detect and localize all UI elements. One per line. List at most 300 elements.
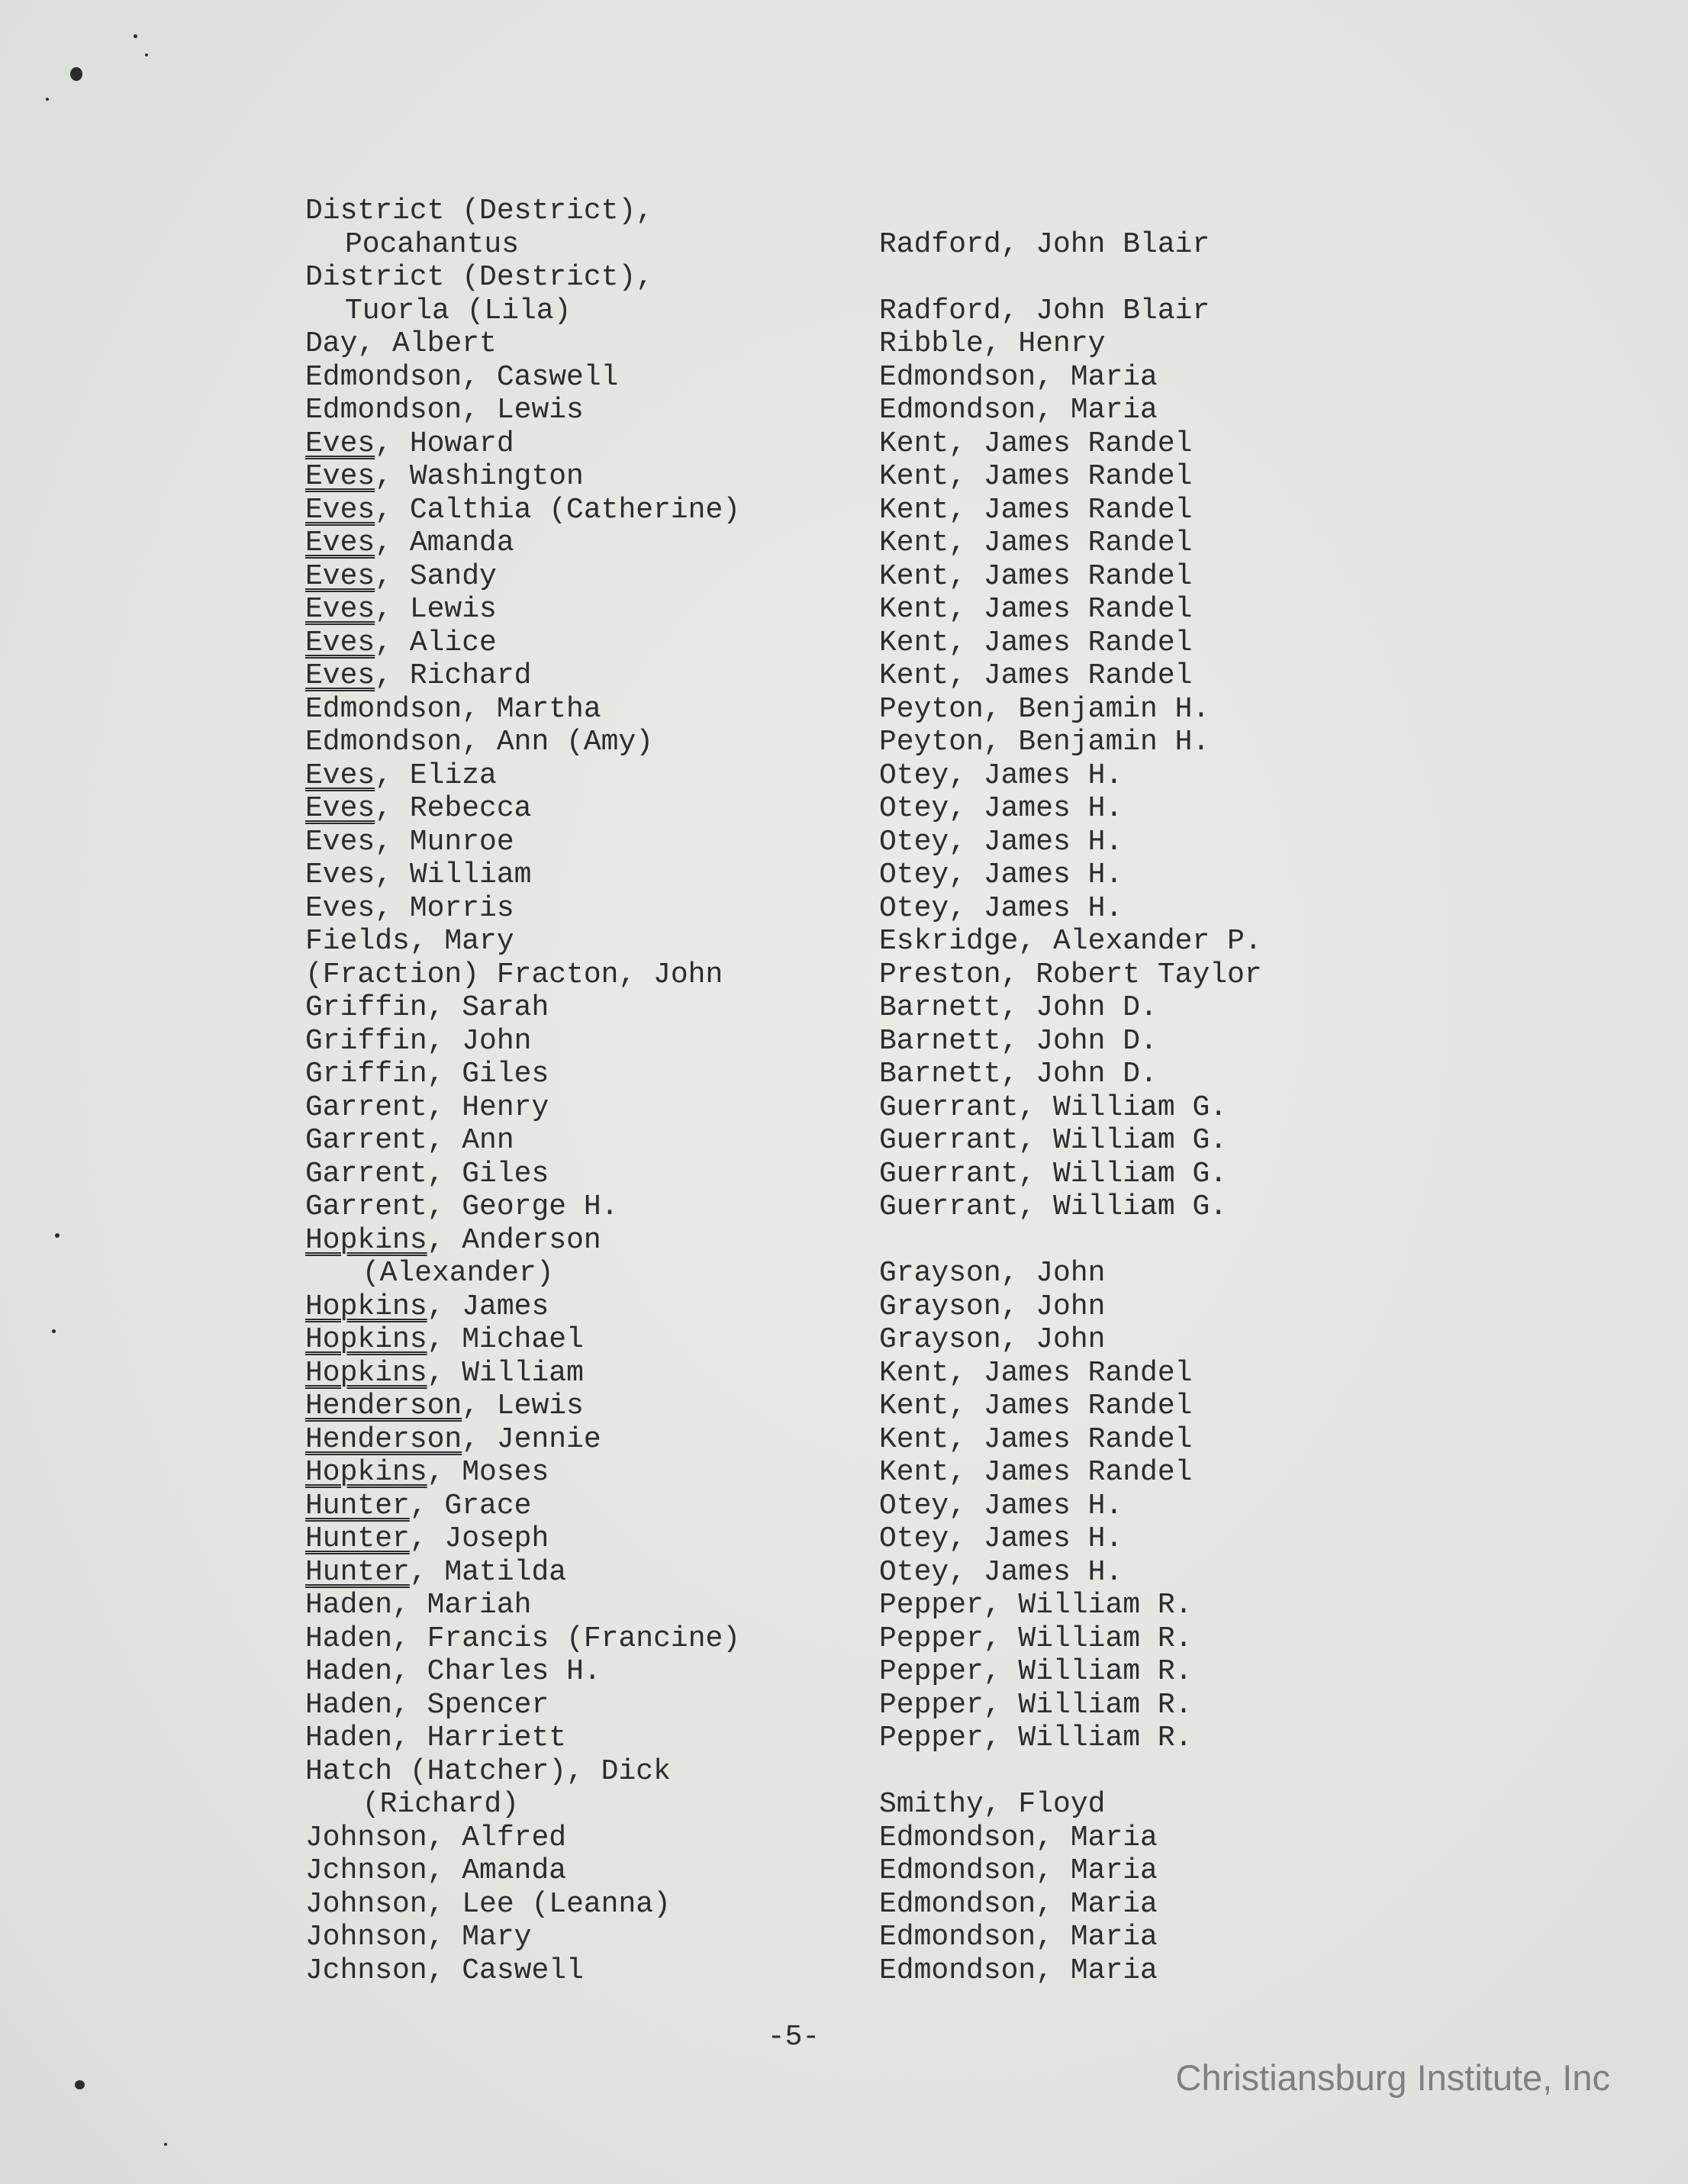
entry-surname: Haden bbox=[305, 1589, 393, 1622]
list-item bbox=[305, 826, 1389, 859]
entry-given-name: , Caswell bbox=[462, 360, 619, 394]
entry-name-line bbox=[305, 1290, 549, 1323]
entry-surname: Haden bbox=[305, 1655, 393, 1688]
list-item bbox=[305, 1190, 1389, 1224]
entry-given-name: , Dick bbox=[566, 1754, 671, 1788]
paper-speck bbox=[52, 1329, 56, 1333]
entry-owner: Edmondson, Maria bbox=[879, 1921, 1158, 1954]
entry-name bbox=[305, 1589, 531, 1622]
watermark: Christiansburg Institute, Inc bbox=[1175, 2057, 1610, 2098]
list-item bbox=[305, 1058, 1389, 1091]
entry-given-name: , Spencer bbox=[392, 1688, 549, 1722]
list-item bbox=[305, 1390, 1389, 1423]
entry-name-line bbox=[305, 460, 584, 493]
entry-given-name: , Amanda bbox=[427, 1854, 567, 1887]
entry-surname: Eves bbox=[305, 460, 375, 493]
entry-surname: Hopkins bbox=[305, 1356, 427, 1390]
entry-surname: Griffin bbox=[305, 1058, 427, 1090]
entry-name-line bbox=[305, 627, 497, 659]
entry-name bbox=[305, 1091, 549, 1125]
entry-name bbox=[305, 958, 723, 992]
entry-given-name: , Albert bbox=[357, 327, 497, 360]
entry-owner: Edmondson, Maria bbox=[879, 360, 1158, 394]
entry-owner: Preston, Robert Taylor bbox=[879, 958, 1262, 991]
entry-given-name: , Amanda bbox=[375, 527, 514, 559]
entry-name-line: District (Destrict), bbox=[305, 195, 654, 227]
entry-name bbox=[305, 361, 618, 395]
entry-name bbox=[305, 826, 514, 859]
entry-surname: Edmondson bbox=[305, 394, 462, 427]
entry-owner: Kent, James Randel bbox=[879, 493, 1193, 527]
list-item bbox=[305, 1622, 1389, 1656]
list-item bbox=[305, 991, 1389, 1025]
entry-surname: Johnson bbox=[305, 1887, 427, 1921]
entry-name-line bbox=[305, 792, 531, 825]
entry-given-name: , Alfred bbox=[427, 1821, 567, 1854]
entry-owner: Kent, James Randel bbox=[879, 626, 1193, 659]
entry-name-line bbox=[305, 1921, 531, 1954]
entry-name bbox=[305, 1290, 549, 1324]
entry-name bbox=[305, 593, 497, 627]
entry-surname: Hopkins bbox=[305, 1223, 427, 1257]
entry-surname: Garrent bbox=[305, 1157, 427, 1190]
list-item bbox=[305, 593, 1389, 627]
entry-surname: Henderson bbox=[305, 1390, 462, 1422]
entry-name bbox=[305, 1622, 740, 1656]
entry-owner: Otey, James H. bbox=[879, 759, 1123, 792]
entry-surname: (Fraction) Fracton bbox=[305, 958, 619, 991]
list-item bbox=[305, 1921, 1389, 1954]
entry-owner: Kent, James Randel bbox=[879, 527, 1193, 559]
entry-given-name: , Ann (Amy) bbox=[462, 726, 654, 759]
entry-owner: Edmondson, Maria bbox=[879, 1821, 1158, 1854]
entry-given-name: , Michael bbox=[427, 1323, 584, 1356]
entry-owner: Guerrant, William G. bbox=[879, 1157, 1228, 1190]
entry-name-line bbox=[305, 427, 514, 460]
entry-surname: Eves bbox=[305, 891, 375, 925]
entry-name-line bbox=[305, 1423, 601, 1456]
list-item bbox=[305, 1158, 1389, 1191]
entry-given-name: , Munroe bbox=[375, 825, 514, 858]
entry-given-name: , Mariah bbox=[392, 1589, 532, 1622]
entry-name bbox=[305, 892, 514, 926]
entry-name-line bbox=[305, 327, 497, 360]
entry-owner: Kent, James Randel bbox=[879, 1456, 1193, 1489]
entry-surname: Eves bbox=[305, 427, 375, 460]
entry-given-name: , Morris bbox=[375, 891, 514, 925]
entry-name-line bbox=[305, 693, 601, 726]
entry-owner: Kent, James Randel bbox=[879, 427, 1193, 460]
entry-name-continuation: (Richard) bbox=[345, 1788, 520, 1821]
list-item bbox=[305, 958, 1389, 992]
entry-name bbox=[305, 925, 514, 958]
entry-given-name: , Joseph bbox=[409, 1522, 549, 1555]
entry-name-line bbox=[305, 1224, 601, 1257]
entry-name-line bbox=[305, 1755, 671, 1788]
name-list bbox=[305, 195, 1389, 1987]
paper-speck bbox=[164, 2143, 167, 2146]
entry-surname: Griffin bbox=[305, 1024, 427, 1058]
entry-name-line bbox=[305, 991, 549, 1024]
entry-surname: Edmondson bbox=[305, 692, 462, 726]
entry-owner: Otey, James H. bbox=[879, 891, 1123, 925]
entry-given-name: , Sarah bbox=[427, 991, 549, 1024]
list-item bbox=[305, 659, 1389, 693]
entry-given-name: , John bbox=[427, 1024, 532, 1058]
entry-owner: Kent, James Randel bbox=[879, 1390, 1193, 1422]
list-item bbox=[305, 427, 1389, 461]
list-item bbox=[305, 627, 1389, 660]
entry-surname: Garrent bbox=[305, 1090, 427, 1124]
entry-surname: Eves bbox=[305, 825, 375, 858]
paper-speck bbox=[70, 67, 82, 81]
list-item bbox=[305, 858, 1389, 892]
list-item bbox=[305, 1224, 1389, 1290]
entry-given-name: , Richard bbox=[375, 659, 532, 692]
entry-name-line bbox=[305, 593, 497, 626]
list-item bbox=[305, 527, 1389, 560]
entry-name-continuation: Tuorla (Lila) bbox=[345, 294, 572, 327]
entry-name bbox=[305, 858, 531, 892]
entry-owner: Peyton, Benjamin H. bbox=[879, 726, 1210, 759]
entry-name-line bbox=[305, 826, 514, 858]
entry-name bbox=[305, 394, 584, 427]
entry-name bbox=[305, 1522, 549, 1556]
entry-given-name: , Matilda bbox=[409, 1555, 567, 1589]
entry-given-name: , Jennie bbox=[462, 1422, 601, 1456]
entry-name-line bbox=[305, 1490, 531, 1522]
list-item bbox=[305, 1091, 1389, 1125]
entry-name bbox=[305, 261, 653, 327]
entry-name bbox=[305, 1954, 584, 1988]
entry-surname: Johnson bbox=[305, 1921, 427, 1954]
list-item bbox=[305, 1522, 1389, 1556]
entry-owner: Edmondson, Maria bbox=[879, 394, 1158, 427]
entry-surname: Hopkins bbox=[305, 1456, 427, 1489]
entry-surname: Eves bbox=[305, 659, 375, 692]
entry-name-line bbox=[305, 925, 514, 958]
entry-surname: Eves bbox=[305, 593, 375, 626]
entry-name-line bbox=[305, 1954, 584, 1987]
entry-owner: Kent, James Randel bbox=[879, 659, 1193, 692]
list-item bbox=[305, 1423, 1389, 1457]
list-item bbox=[305, 1755, 1389, 1822]
entry-owner: Edmondson, Maria bbox=[879, 1887, 1158, 1921]
entry-owner: Kent, James Randel bbox=[879, 559, 1193, 593]
entry-name-line bbox=[305, 1589, 531, 1622]
entry-surname: Henderson bbox=[305, 1422, 462, 1456]
entry-given-name: , Lewis bbox=[375, 593, 497, 626]
entry-name bbox=[305, 1190, 618, 1224]
entry-owner: Kent, James Randel bbox=[879, 593, 1193, 626]
entry-name bbox=[305, 1124, 514, 1158]
entry-surname: Haden bbox=[305, 1688, 393, 1722]
entry-owner: Kent, James Randel bbox=[879, 1356, 1193, 1390]
entry-name bbox=[305, 1456, 549, 1490]
entry-name-line bbox=[305, 1854, 566, 1887]
entry-name-line bbox=[305, 1622, 740, 1655]
entry-name bbox=[305, 1854, 566, 1888]
entry-given-name: , James bbox=[427, 1290, 549, 1323]
entry-owner: Edmondson, Maria bbox=[879, 1854, 1158, 1887]
entry-surname: Hopkins bbox=[305, 1290, 427, 1323]
entry-name-line bbox=[305, 394, 584, 427]
paper-speck bbox=[75, 2080, 85, 2089]
entry-name-line bbox=[305, 1689, 549, 1722]
list-item bbox=[305, 494, 1389, 527]
entry-name-line bbox=[305, 1357, 584, 1390]
entry-owner: Otey, James H. bbox=[879, 1522, 1123, 1555]
entry-name bbox=[305, 1755, 671, 1822]
entry-name-line bbox=[305, 1190, 618, 1223]
list-item bbox=[305, 327, 1389, 361]
list-item bbox=[305, 759, 1389, 793]
entry-name-line bbox=[305, 1158, 549, 1190]
list-item bbox=[305, 460, 1389, 494]
entry-owner: Edmondson, Maria bbox=[879, 1954, 1158, 1987]
entry-owner: Otey, James H. bbox=[879, 825, 1123, 858]
entry-name-line bbox=[305, 1655, 601, 1688]
page-number: -5- bbox=[767, 2021, 820, 2054]
entry-name-line bbox=[305, 1058, 549, 1090]
entry-owner: Otey, James H. bbox=[879, 858, 1123, 891]
entry-given-name: , Lee (Leanna) bbox=[427, 1887, 671, 1921]
entry-name bbox=[305, 195, 653, 261]
entry-owner: Guerrant, William G. bbox=[879, 1124, 1228, 1157]
entry-given-name: , Grace bbox=[409, 1489, 532, 1522]
entry-surname: Garrent bbox=[305, 1190, 427, 1223]
entry-name bbox=[305, 1025, 531, 1058]
entry-name-line bbox=[305, 759, 497, 792]
entry-owner: Pepper, William R. bbox=[879, 1688, 1193, 1722]
paper-speck bbox=[46, 98, 49, 101]
entry-surname: Griffin bbox=[305, 991, 427, 1024]
entry-owner: Eskridge, Alexander P. bbox=[879, 925, 1262, 958]
entry-surname: Johnson bbox=[305, 1821, 427, 1854]
list-item bbox=[305, 1490, 1389, 1523]
list-item bbox=[305, 1290, 1389, 1324]
entry-owner: Grayson, John bbox=[879, 1257, 1106, 1290]
entry-owner: Otey, James H. bbox=[879, 1489, 1123, 1522]
entry-name-line bbox=[305, 361, 618, 394]
entry-name-line bbox=[305, 1025, 531, 1058]
list-item bbox=[305, 1025, 1389, 1058]
list-item bbox=[305, 394, 1389, 427]
entry-name-continuation: (Alexander) bbox=[345, 1257, 554, 1290]
list-item bbox=[305, 361, 1389, 395]
list-item bbox=[305, 1689, 1389, 1722]
entry-owner: Kent, James Randel bbox=[879, 1422, 1193, 1456]
entry-surname: Haden bbox=[305, 1622, 393, 1655]
list-item bbox=[305, 1888, 1389, 1921]
entry-surname: Hunter bbox=[305, 1489, 410, 1522]
entry-name-line bbox=[305, 726, 653, 759]
entry-given-name: , Charles H. bbox=[392, 1655, 601, 1688]
entry-given-name: , Calthia (Catherine) bbox=[375, 493, 741, 527]
list-item bbox=[305, 925, 1389, 958]
entry-surname: Hunter bbox=[305, 1555, 410, 1589]
entry-owner: Otey, James H. bbox=[879, 1555, 1123, 1589]
entry-owner: Guerrant, William G. bbox=[879, 1190, 1228, 1223]
list-item bbox=[305, 1722, 1389, 1755]
entry-surname: Jchnson bbox=[305, 1854, 427, 1887]
entry-name-line: District (Destrict), bbox=[305, 261, 654, 294]
entry-name bbox=[305, 527, 514, 560]
paper-speck bbox=[145, 53, 148, 56]
entry-given-name: , Mary bbox=[427, 1921, 532, 1954]
entry-surname: Fields bbox=[305, 925, 410, 958]
entry-name bbox=[305, 792, 531, 826]
entry-surname: Jchnson bbox=[305, 1954, 427, 1987]
entry-name bbox=[305, 659, 531, 693]
entry-surname: Edmondson bbox=[305, 726, 462, 759]
entry-name bbox=[305, 1158, 549, 1191]
entry-surname: Eves bbox=[305, 759, 375, 792]
entry-surname: Eves bbox=[305, 858, 375, 891]
entry-owner: Barnett, John D. bbox=[879, 991, 1158, 1024]
entry-given-name: , George H. bbox=[427, 1190, 619, 1223]
entry-given-name: , Giles bbox=[427, 1157, 549, 1190]
entry-given-name: , Francis (Francine) bbox=[392, 1622, 741, 1655]
entry-name bbox=[305, 460, 584, 494]
entry-given-name: , Washington bbox=[375, 460, 584, 493]
entry-given-name: , Alice bbox=[375, 626, 497, 659]
entry-owner: Pepper, William R. bbox=[879, 1622, 1193, 1655]
entry-owner: Ribble, Henry bbox=[879, 327, 1106, 360]
entry-owner: Grayson, John bbox=[879, 1290, 1106, 1323]
entry-name bbox=[305, 726, 653, 759]
entry-name-line bbox=[305, 1323, 584, 1356]
entry-name bbox=[305, 560, 497, 594]
entry-surname: Eves bbox=[305, 792, 375, 825]
entry-name bbox=[305, 1722, 566, 1755]
entry-surname: Hopkins bbox=[305, 1323, 427, 1356]
entry-name bbox=[305, 759, 497, 793]
entry-owner: Smithy, Floyd bbox=[879, 1788, 1106, 1821]
entry-name bbox=[305, 1888, 671, 1921]
entry-name bbox=[305, 627, 497, 660]
entry-given-name: , John bbox=[618, 958, 723, 991]
list-item bbox=[305, 1655, 1389, 1689]
entry-name bbox=[305, 1689, 549, 1722]
entry-owner: Guerrant, William G. bbox=[879, 1090, 1228, 1124]
list-item bbox=[305, 792, 1389, 826]
list-item bbox=[305, 1822, 1389, 1855]
entry-given-name: , Ann bbox=[427, 1124, 514, 1157]
entry-name-line bbox=[305, 494, 740, 527]
entry-name-line bbox=[305, 1888, 671, 1921]
entry-owner: Barnett, John D. bbox=[879, 1058, 1158, 1090]
list-item bbox=[305, 1456, 1389, 1490]
entry-surname: Eves bbox=[305, 493, 375, 527]
entry-surname: Day bbox=[305, 327, 358, 360]
entry-surname: Garrent bbox=[305, 1124, 427, 1157]
entry-name-line bbox=[305, 659, 531, 692]
entry-owner: Peyton, Benjamin H. bbox=[879, 692, 1210, 726]
entry-name-line bbox=[305, 560, 497, 593]
entry-surname: Hunter bbox=[305, 1522, 410, 1555]
entry-name-line bbox=[305, 1722, 566, 1754]
entry-name-line bbox=[305, 1390, 584, 1422]
entry-given-name: , William bbox=[427, 1356, 584, 1390]
list-item bbox=[305, 1357, 1389, 1390]
entry-given-name: , Anderson bbox=[427, 1223, 601, 1257]
entry-name bbox=[305, 1490, 531, 1523]
entry-surname: Eves bbox=[305, 527, 375, 559]
entry-given-name: , Lewis bbox=[462, 1390, 584, 1422]
list-item bbox=[305, 1854, 1389, 1888]
list-item bbox=[305, 1589, 1389, 1622]
paper-speck bbox=[134, 34, 137, 38]
list-item bbox=[305, 560, 1389, 594]
entry-given-name: , Eliza bbox=[375, 759, 497, 792]
list-item bbox=[305, 693, 1389, 726]
entry-given-name: , Sandy bbox=[375, 559, 497, 593]
entry-name bbox=[305, 327, 497, 361]
entry-given-name: , William bbox=[375, 858, 532, 891]
entry-given-name: , Henry bbox=[427, 1090, 549, 1124]
entry-owner: Kent, James Randel bbox=[879, 460, 1193, 493]
paper-speck bbox=[55, 1233, 60, 1238]
entry-name-line bbox=[305, 1091, 549, 1124]
entry-name bbox=[305, 693, 601, 726]
entry-surname: Eves bbox=[305, 559, 375, 593]
entry-name bbox=[305, 494, 740, 527]
entry-surname: Edmondson bbox=[305, 360, 462, 394]
entry-given-name: , Martha bbox=[462, 692, 601, 726]
list-item bbox=[305, 892, 1389, 926]
entry-name-line bbox=[305, 958, 723, 991]
entry-name bbox=[305, 1390, 584, 1423]
entry-name bbox=[305, 1423, 601, 1457]
entry-given-name: , Rebecca bbox=[375, 792, 532, 825]
entry-name-line bbox=[305, 527, 514, 559]
entry-name bbox=[305, 1822, 566, 1855]
entry-owner: Radford, John Blair bbox=[879, 227, 1210, 261]
entry-given-name: , Caswell bbox=[427, 1954, 584, 1987]
entry-name bbox=[305, 1556, 566, 1590]
entry-name bbox=[305, 1357, 584, 1390]
entry-name bbox=[305, 1224, 601, 1290]
entry-given-name: , Moses bbox=[427, 1456, 549, 1489]
list-item bbox=[305, 1323, 1389, 1357]
entry-owner: Grayson, John bbox=[879, 1323, 1106, 1356]
entry-name-continuation: Pocahantus bbox=[345, 227, 520, 261]
entry-surname: Hatch (Hatcher) bbox=[305, 1754, 567, 1788]
entry-name-line bbox=[305, 1556, 566, 1589]
entry-name-line bbox=[305, 1456, 549, 1489]
entry-name-line bbox=[305, 1124, 514, 1157]
entry-name-line bbox=[305, 892, 514, 925]
list-item bbox=[305, 726, 1389, 759]
entry-owner: Pepper, William R. bbox=[879, 1722, 1193, 1754]
entry-owner: Barnett, John D. bbox=[879, 1024, 1158, 1058]
entry-name-line bbox=[305, 1822, 566, 1854]
entry-name-line bbox=[305, 1522, 549, 1555]
entry-name bbox=[305, 1921, 531, 1954]
entry-given-name: , Giles bbox=[427, 1058, 549, 1090]
entry-owner: Otey, James H. bbox=[879, 792, 1123, 825]
list-item bbox=[305, 261, 1389, 327]
list-item bbox=[305, 1124, 1389, 1158]
entry-name bbox=[305, 991, 549, 1025]
entry-owner: Pepper, William R. bbox=[879, 1655, 1193, 1688]
list-item bbox=[305, 195, 1389, 261]
entry-name bbox=[305, 1323, 584, 1357]
entry-given-name: , Harriett bbox=[392, 1722, 567, 1754]
entry-given-name: , Howard bbox=[375, 427, 514, 460]
entry-owner: Radford, John Blair bbox=[879, 294, 1210, 327]
